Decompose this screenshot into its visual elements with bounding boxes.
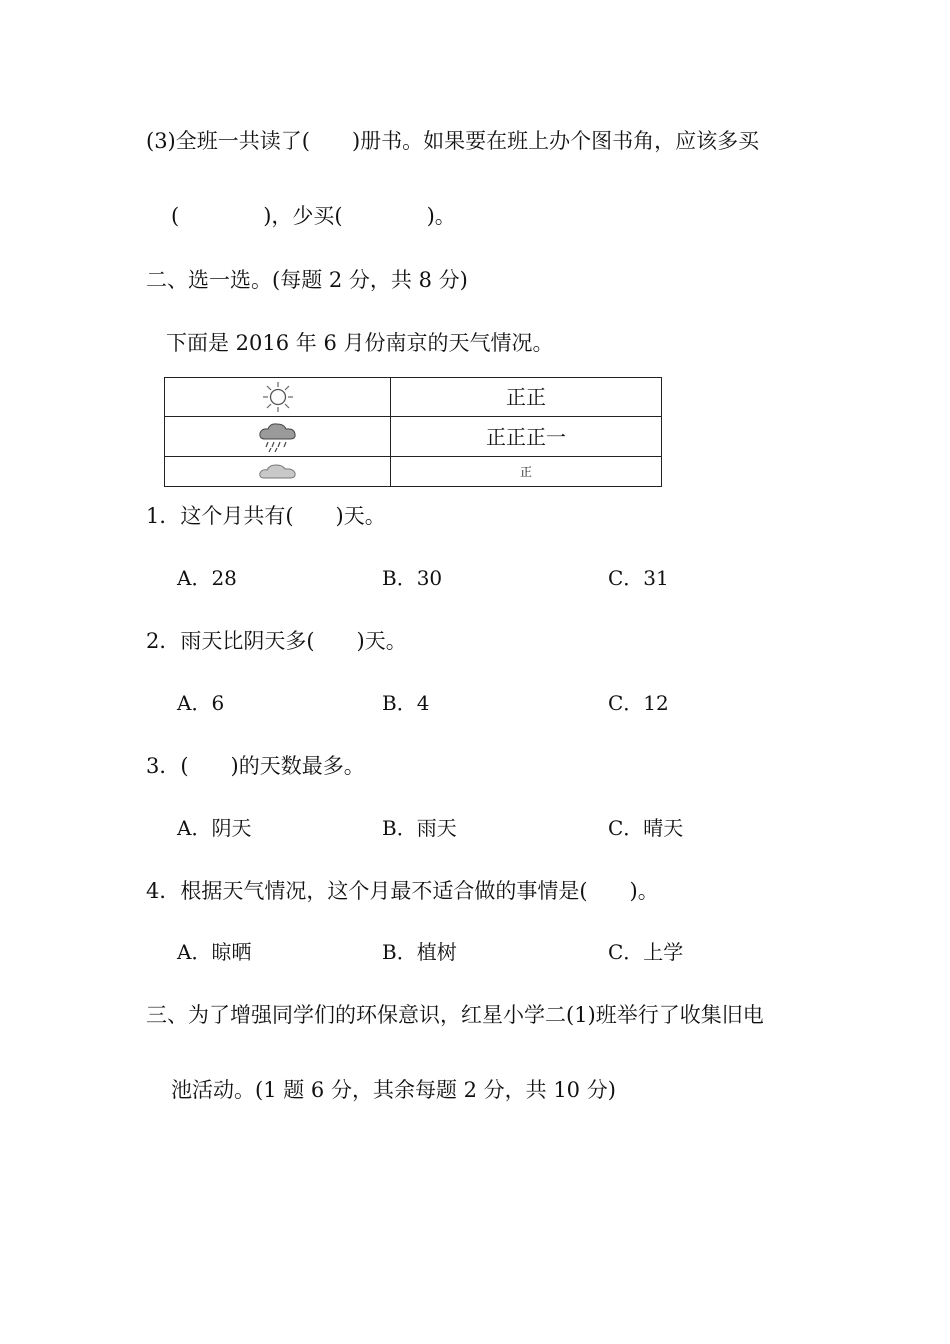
weather-icon-cell [165,457,391,487]
question-1-option-a: A．28 [177,566,237,590]
section-2-heading: 二、选一选。(每题 2 分，共 8 分) [146,268,468,292]
weather-icon-cell [165,378,391,417]
question-4-option-a: A．晾晒 [177,940,252,964]
question-1-option-b: B．30 [382,566,443,590]
weather-row-cloudy [165,457,662,487]
q3-line-1: (3)全班一共读了( )册书。如果要在班上办个图书角，应该多买 [146,129,760,153]
question-4-option-c: C．上学 [608,940,684,964]
question-3-option-c: C．晴天 [608,816,684,840]
question-3-option-a: A．阴天 [177,816,252,840]
question-4-option-b: B．植树 [382,940,457,964]
rain-cloud-icon [256,420,300,454]
question-1-option-c: C．31 [608,566,669,590]
tally-cell: 正正 [391,378,662,417]
sun-icon [258,380,298,414]
section-3-line-2: 池活动。(1 题 6 分，其余每题 2 分，共 10 分) [171,1078,616,1102]
question-2-option-a: A．6 [177,691,225,715]
q3-line-2: ( )，少买( )。 [171,204,456,228]
question-2-option-c: C．12 [608,691,669,715]
question-3-option-b: B．雨天 [382,816,457,840]
weather-row-sunny [165,378,662,417]
question-1-stem: 1．这个月共有( )天。 [146,504,386,528]
cloud-icon [256,461,300,483]
question-3-stem: 3．( )的天数最多。 [146,754,365,778]
question-2-option-b: B．4 [382,691,430,715]
question-4-stem: 4．根据天气情况，这个月最不适合做的事情是( )。 [146,879,659,903]
section-2-intro: 下面是 2016 年 6 月份南京的天气情况。 [166,331,554,355]
weather-table [164,377,662,487]
tally-cell: 正正正一 [391,417,662,457]
weather-icon-cell [165,417,391,457]
section-3-line-1: 三、为了增强同学们的环保意识，红星小学二(1)班举行了收集旧电 [146,1003,764,1027]
weather-row-rainy [165,417,662,457]
tally-cell: 正 [391,457,662,487]
question-2-stem: 2．雨天比阴天多( )天。 [146,629,407,653]
